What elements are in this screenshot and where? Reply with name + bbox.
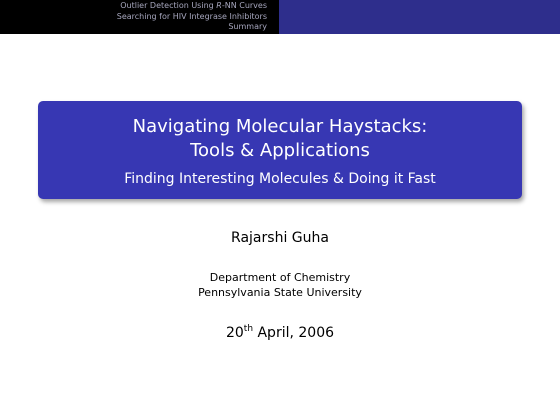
- institute: [0, 270, 560, 300]
- date-ordinal: th: [243, 324, 254, 334]
- nav-section-hiv-integrase[interactable]: [117, 12, 267, 23]
- author-name: Rajarshi Guha: [231, 230, 329, 246]
- nav-section-math: R: [216, 1, 222, 10]
- department-name: Department of Chemistry: [209, 271, 351, 284]
- slide-title-line-1: Navigating Molecular Haystacks:: [132, 116, 428, 137]
- section-navigation-bar: [0, 0, 560, 34]
- nav-section-text: -NN Curves: [221, 1, 267, 10]
- university-name: Pennsylvania State University: [198, 286, 362, 299]
- section-navigation-list: [0, 0, 279, 34]
- nav-section-text: Outlier Detection Using: [120, 1, 217, 10]
- date-rest: April, 2006: [253, 325, 335, 341]
- presentation-date: [0, 323, 560, 343]
- nav-section-outlier-detection[interactable]: [120, 1, 267, 12]
- nav-section-text: Summary: [228, 22, 267, 31]
- slide-subtitle: Finding Interesting Molecules & Doing it Fast: [124, 171, 436, 187]
- navigation-bar-right-panel: [279, 0, 560, 34]
- nav-section-summary[interactable]: [228, 22, 267, 33]
- date-day: 20: [225, 325, 244, 341]
- nav-section-text: Searching for HIV Integrase Inhibitors: [116, 11, 267, 21]
- title-block: [38, 101, 522, 199]
- slide-title-line-2: Tools & Applications: [190, 140, 370, 161]
